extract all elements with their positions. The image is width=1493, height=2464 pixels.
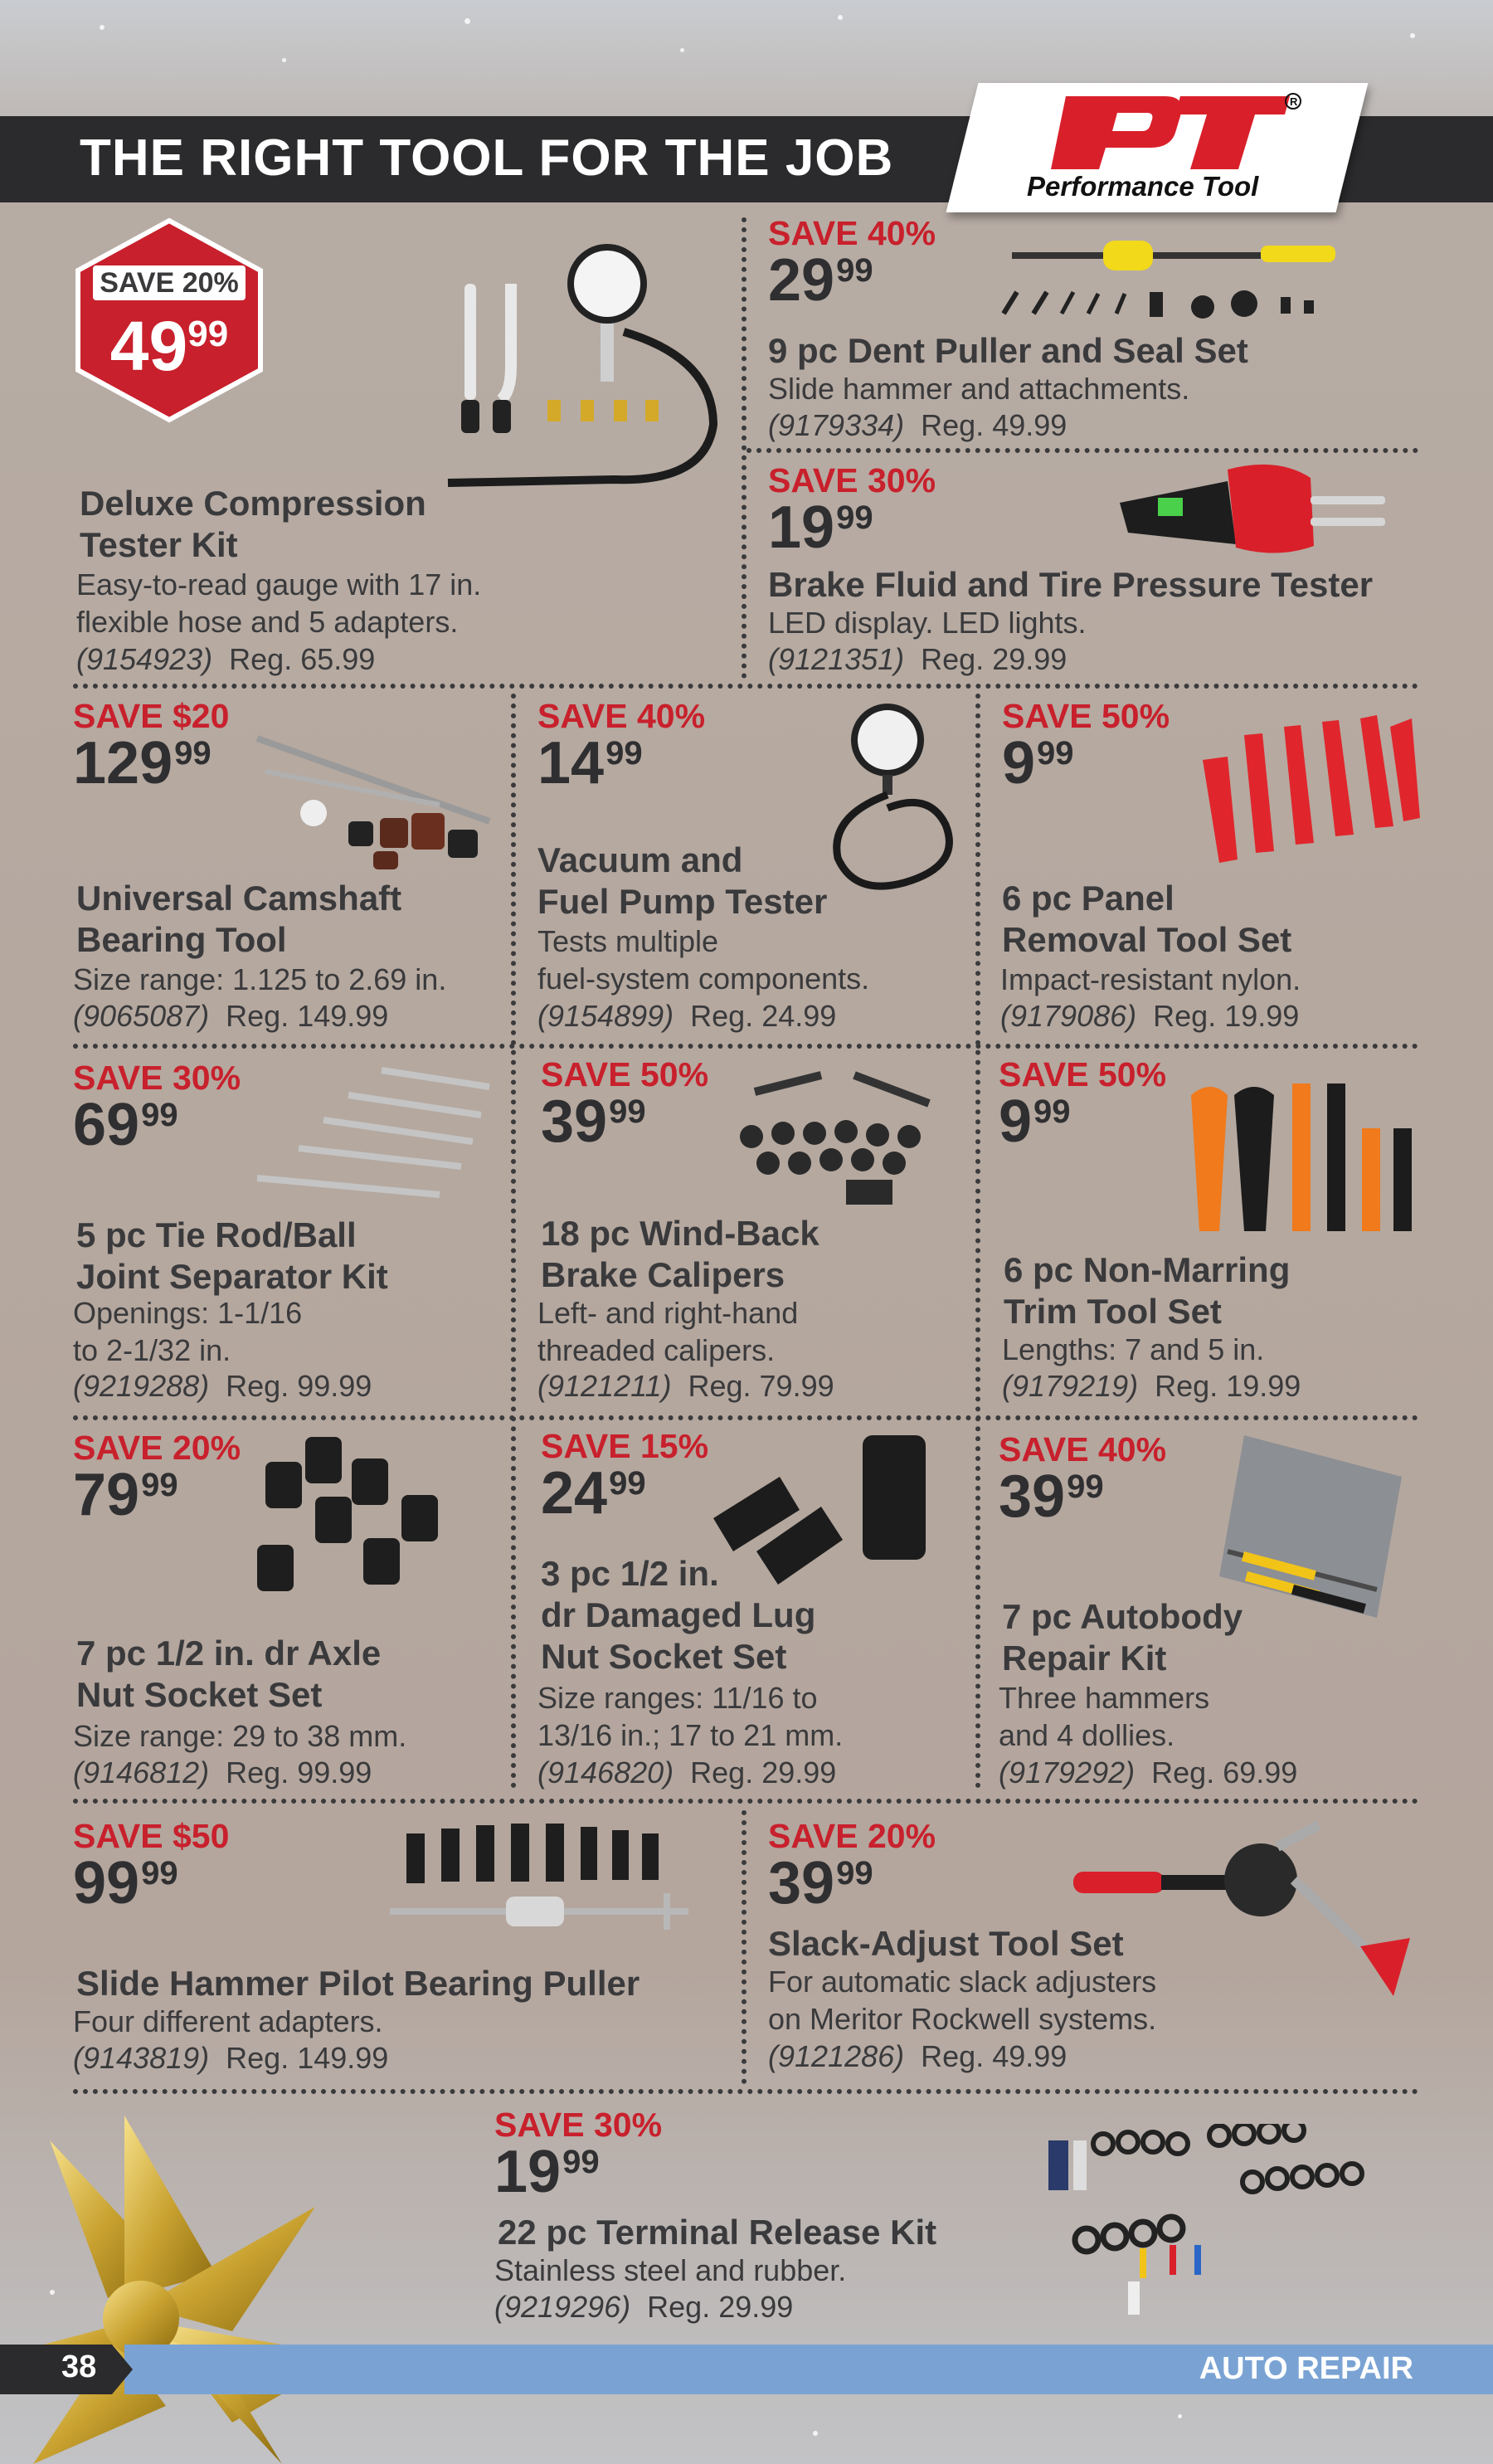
deal-description: Openings: 1-1/16 to 2-1/32 in. (73, 1296, 303, 1367)
deal-save: SAVE 40% (768, 214, 936, 252)
snow-speck (838, 15, 843, 20)
deal-price: $39^{99}$ (999, 1463, 1104, 1530)
deal-price: $9^{99}$ (1002, 730, 1074, 796)
slide-hammer-image (390, 1817, 705, 1941)
deal-sku: (9154899) Reg. 24.99 (537, 999, 837, 1033)
deal-price: $14^{99}$ (537, 730, 643, 796)
deal-price: $79^{99}$ (73, 1462, 178, 1528)
deal-price: $9^{99}$ (999, 1088, 1071, 1155)
snow-speck (813, 2431, 818, 2436)
divider (975, 694, 980, 1789)
deal-description: Stainless steel and rubber. (494, 2253, 847, 2287)
divider (73, 1799, 1418, 1804)
deal-sku: (9179292) Reg. 69.99 (999, 1755, 1298, 1790)
deal-save: SAVE 30% (494, 2106, 663, 2144)
deal-sku: (9154923) Reg. 65.99 (76, 642, 376, 676)
section-name: AUTO REPAIR (1199, 2351, 1413, 2386)
deal-price: $69^{99}$ (73, 1092, 178, 1158)
deal-description: Lengths: 7 and 5 in. (1002, 1332, 1265, 1366)
deal-description: LED display. LED lights. (768, 606, 1087, 640)
divider (511, 694, 516, 1789)
svg-text:R: R (1290, 95, 1298, 108)
deal-save: SAVE 50% (1002, 697, 1170, 735)
dent-puller-image (995, 234, 1360, 325)
brand-logo (1041, 90, 1306, 173)
panel-removal-image (1194, 710, 1427, 868)
deal-sku: (9121211) Reg. 79.99 (537, 1369, 834, 1403)
deal-sku: (9179219) Reg. 19.99 (1002, 1369, 1301, 1403)
deal-save: SAVE 40% (537, 697, 706, 735)
deal-sku: (9121351) Reg. 29.99 (768, 642, 1067, 676)
snow-speck (100, 25, 105, 30)
deal-description: Three hammers and 4 dollies. (999, 1681, 1210, 1752)
deal-name: 18 pc Wind-Back Brake Calipers (541, 1214, 819, 1294)
deal-name: Brake Fluid and Tire Pressure Tester (768, 565, 1374, 604)
deal-description: Impact-resistant nylon. (1000, 962, 1301, 996)
snow-speck (680, 48, 684, 52)
deal-sku: (9179086) Reg. 19.99 (1000, 999, 1300, 1033)
deal-sku: (9065087) Reg. 149.99 (73, 999, 389, 1033)
divider (73, 2089, 1418, 2094)
tie-rod-kit-image (249, 1062, 498, 1211)
camshaft-tool-image (249, 722, 498, 871)
non-marring-image (1186, 1079, 1418, 1236)
deal-description: Slide hammer and attachments. (768, 372, 1190, 406)
deal-name: 9 pc Dent Puller and Seal Set (768, 331, 1248, 370)
deal-sku: (9121286) Reg. 49.99 (768, 2039, 1067, 2073)
deal-price: $99^{99}$ (73, 1850, 178, 1916)
deal-sku: (9146820) Reg. 29.99 (537, 1755, 837, 1790)
deal-price: $39^{99}$ (541, 1088, 646, 1155)
snow-speck (282, 58, 286, 62)
deal-name: 5 pc Tie Rod/Ball Joint Separator Kit (76, 1215, 388, 1296)
deal-description: Left- and right-hand threaded calipers. (537, 1296, 799, 1367)
deal-price: $24^{99}$ (541, 1460, 646, 1527)
deal-name: Vacuum and Fuel Pump Tester (537, 840, 828, 921)
deal-price: $49^{99}$ (109, 307, 229, 385)
wind-back-image (722, 1067, 954, 1208)
snow-speck (1178, 2414, 1182, 2418)
deal-name: 6 pc Non-Marring Trim Tool Set (1004, 1250, 1291, 1331)
deal-save: SAVE $20 (73, 697, 230, 735)
divider (73, 1044, 1418, 1049)
deal-save: SAVE 20% (73, 1429, 241, 1467)
deal-sku: (9219296) Reg. 29.99 (494, 2290, 794, 2324)
page-title: THE RIGHT TOOL FOR THE JOB (80, 129, 894, 187)
brake-tester-image (1111, 453, 1402, 561)
deal-price: $19^{99}$ (768, 494, 873, 561)
deal-save: SAVE 40% (999, 1430, 1167, 1468)
deal-description: Size range: 1.125 to 2.69 in. (73, 962, 447, 996)
deal-name: 7 pc 1/2 in. dr Axle Nut Socket Set (76, 1634, 382, 1714)
deal-save: SAVE 20% (81, 267, 257, 299)
deal-save: SAVE 50% (999, 1055, 1167, 1093)
divider (73, 684, 1418, 689)
compression-tester-image (431, 234, 730, 499)
divider (742, 1810, 746, 2084)
deal-name: Universal Camshaft Bearing Tool (76, 879, 402, 959)
deal-description: Four different adapters. (73, 2004, 383, 2038)
deal-save: SAVE $50 (73, 1817, 230, 1855)
deal-sku: (9146812) Reg. 99.99 (73, 1755, 372, 1790)
deal-name: 6 pc Panel Removal Tool Set (1002, 879, 1292, 959)
brand-tagline: Performance Tool (1027, 171, 1259, 202)
terminal-kit-image (1045, 2124, 1377, 2323)
deal-sku: (9179334) Reg. 49.99 (768, 408, 1067, 442)
deal-name: 3 pc 1/2 in. dr Damaged Lug Nut Socket Set (541, 1554, 816, 1676)
deal-price: $19^{99}$ (494, 2139, 600, 2205)
divider (73, 1415, 1418, 1420)
deal-name: 22 pc Terminal Release Kit (498, 2213, 937, 2252)
deal-description: Tests multiple fuel-system components. (537, 924, 870, 996)
deal-name: Slide Hammer Pilot Bearing Puller (76, 1964, 640, 2003)
snow-speck (1410, 33, 1415, 38)
deal-name: Slack-Adjust Tool Set (768, 1924, 1124, 1963)
page-number: 38 (61, 2350, 97, 2384)
deal-save: SAVE 30% (768, 461, 936, 499)
deal-save: SAVE 20% (768, 1817, 936, 1855)
deal-sku: (9219288) Reg. 99.99 (73, 1369, 372, 1403)
snow-speck (464, 18, 470, 24)
deal-price: $129^{99}$ (73, 730, 212, 796)
deal-description: For automatic slack adjusters on Meritor Rockwell systems. (768, 1965, 1157, 2036)
deal-name: 7 pc Autobody Repair Kit (1002, 1597, 1243, 1678)
deal-price: $29^{99}$ (768, 247, 873, 314)
axle-socket-image (249, 1429, 498, 1603)
deal-description: Size range: 29 to 38 mm. (73, 1719, 407, 1753)
vacuum-tester-image (821, 700, 970, 899)
gift-bow-image (0, 2107, 498, 2464)
deal-name: Deluxe Compression Tester Kit (80, 484, 426, 564)
deal-description: Size ranges: 11/16 to 13/16 in.; 17 to 21 mm. (537, 1681, 844, 1752)
deal-save: SAVE 30% (73, 1059, 241, 1097)
deal-sku: (9143819) Reg. 149.99 (73, 2041, 389, 2075)
deal-price: $39^{99}$ (768, 1850, 873, 1916)
deal-save: SAVE 50% (541, 1055, 709, 1093)
deal-description: Easy-to-read gauge with 17 in. flexible hose and 5 adapters. (76, 567, 482, 639)
deal-save: SAVE 15% (541, 1427, 709, 1465)
